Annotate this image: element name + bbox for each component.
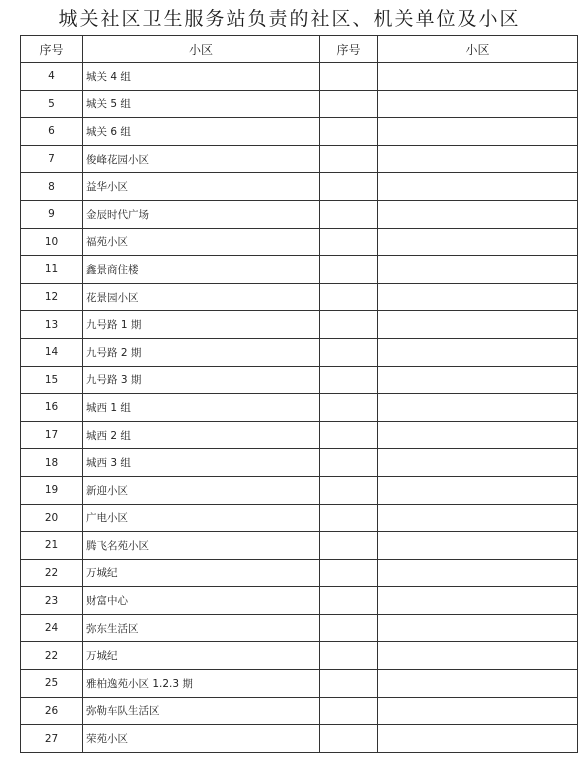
community-name-cell: 弥东生活区 [83, 614, 320, 642]
table-row [21, 504, 578, 532]
community-name-cell: 九号路 1 期 [83, 311, 320, 339]
serial-number-cell: 17 [21, 421, 83, 449]
table-row [21, 559, 578, 587]
serial-number-cell-empty [320, 476, 378, 504]
community-name-cell-empty [378, 366, 578, 394]
community-name-cell: 弥勒车队生活区 [83, 697, 320, 725]
document-title: 城关社区卫生服务站负责的社区、机关单位及小区 [58, 8, 521, 30]
community-name-cell: 万城纪 [83, 559, 320, 587]
community-name-cell: 城关 6 组 [83, 118, 320, 146]
table-row [21, 642, 578, 670]
community-name-cell-empty [378, 311, 578, 339]
serial-number-cell-empty [320, 90, 378, 118]
serial-number-cell-empty [320, 587, 378, 615]
community-name-cell-empty [378, 228, 578, 256]
serial-number-cell-empty [320, 311, 378, 339]
serial-number-cell: 23 [21, 587, 83, 615]
community-name-cell: 腾飞名苑小区 [83, 532, 320, 560]
community-name-cell-empty [378, 145, 578, 173]
serial-number-cell: 8 [21, 173, 83, 201]
table-row [21, 725, 578, 753]
serial-number-cell-empty [320, 421, 378, 449]
serial-number-cell-empty [320, 118, 378, 146]
table-row [21, 697, 578, 725]
serial-number-cell-empty [320, 256, 378, 284]
community-name-cell-empty [378, 670, 578, 698]
header-serial-left: 序号 [21, 36, 83, 63]
serial-number-cell-empty [320, 670, 378, 698]
serial-number-cell: 27 [21, 725, 83, 753]
table-row [21, 532, 578, 560]
table-row [21, 173, 578, 201]
serial-number-cell-empty [320, 532, 378, 560]
community-name-cell: 福苑小区 [83, 228, 320, 256]
community-name-cell: 城西 2 组 [83, 421, 320, 449]
table-row [21, 256, 578, 284]
community-name-cell: 城关 5 组 [83, 90, 320, 118]
community-name-cell-empty [378, 725, 578, 753]
community-name-cell-empty [378, 421, 578, 449]
table-row [21, 394, 578, 422]
community-name-cell-empty [378, 173, 578, 201]
community-name-cell: 财富中心 [83, 587, 320, 615]
community-name-cell: 万城纪 [83, 642, 320, 670]
serial-number-cell-empty [320, 63, 378, 91]
serial-number-cell-empty [320, 394, 378, 422]
serial-number-cell-empty [320, 173, 378, 201]
serial-number-cell: 6 [21, 118, 83, 146]
serial-number-cell-empty [320, 366, 378, 394]
table-row [21, 311, 578, 339]
table-row [21, 228, 578, 256]
community-name-cell: 雅柏逸苑小区 1.2.3 期 [83, 670, 320, 698]
serial-number-cell-empty [320, 504, 378, 532]
community-name-cell-empty [378, 504, 578, 532]
table-row [21, 283, 578, 311]
community-name-cell: 城关 4 组 [83, 63, 320, 91]
table-row [21, 670, 578, 698]
serial-number-cell: 13 [21, 311, 83, 339]
community-name-cell-empty [378, 118, 578, 146]
community-name-cell: 新迎小区 [83, 476, 320, 504]
serial-number-cell: 20 [21, 504, 83, 532]
table-row [21, 476, 578, 504]
table-row [21, 338, 578, 366]
community-name-cell: 荣苑小区 [83, 725, 320, 753]
serial-number-cell: 5 [21, 90, 83, 118]
serial-number-cell: 12 [21, 283, 83, 311]
community-name-cell: 城西 1 组 [83, 394, 320, 422]
community-name-cell-empty [378, 697, 578, 725]
community-name-cell: 俊峰花园小区 [83, 145, 320, 173]
table-row [21, 118, 578, 146]
community-name-cell: 九号路 2 期 [83, 338, 320, 366]
community-name-cell: 九号路 3 期 [83, 366, 320, 394]
community-name-cell-empty [378, 256, 578, 284]
community-name-cell-empty [378, 283, 578, 311]
table-row [21, 145, 578, 173]
serial-number-cell-empty [320, 559, 378, 587]
community-name-cell: 广电小区 [83, 504, 320, 532]
community-name-cell: 城西 3 组 [83, 449, 320, 477]
serial-number-cell: 10 [21, 228, 83, 256]
serial-number-cell-empty [320, 145, 378, 173]
serial-number-cell-empty [320, 228, 378, 256]
community-name-cell-empty [378, 532, 578, 560]
serial-number-cell: 18 [21, 449, 83, 477]
table-header-row [21, 36, 578, 63]
community-table [20, 35, 578, 753]
community-name-cell-empty [378, 90, 578, 118]
serial-number-cell: 11 [21, 256, 83, 284]
serial-number-cell: 21 [21, 532, 83, 560]
community-name-cell-empty [378, 449, 578, 477]
header-serial-right: 序号 [320, 36, 378, 63]
serial-number-cell: 26 [21, 697, 83, 725]
serial-number-cell-empty [320, 283, 378, 311]
community-name-cell: 花景园小区 [83, 283, 320, 311]
serial-number-cell-empty [320, 614, 378, 642]
serial-number-cell: 25 [21, 670, 83, 698]
table-row [21, 449, 578, 477]
table-body [21, 63, 578, 753]
community-name-cell-empty [378, 642, 578, 670]
community-name-cell: 鑫景商住楼 [83, 256, 320, 284]
community-name-cell-empty [378, 559, 578, 587]
table-row [21, 587, 578, 615]
serial-number-cell-empty [320, 725, 378, 753]
table-row [21, 421, 578, 449]
community-name-cell-empty [378, 394, 578, 422]
serial-number-cell: 14 [21, 338, 83, 366]
community-name-cell: 益华小区 [83, 173, 320, 201]
community-name-cell-empty [378, 476, 578, 504]
serial-number-cell: 19 [21, 476, 83, 504]
serial-number-cell: 16 [21, 394, 83, 422]
serial-number-cell-empty [320, 697, 378, 725]
table-row [21, 366, 578, 394]
serial-number-cell-empty [320, 338, 378, 366]
serial-number-cell: 22 [21, 642, 83, 670]
table-row [21, 90, 578, 118]
serial-number-cell: 24 [21, 614, 83, 642]
serial-number-cell: 7 [21, 145, 83, 173]
serial-number-cell-empty [320, 642, 378, 670]
serial-number-cell-empty [320, 200, 378, 228]
serial-number-cell: 4 [21, 63, 83, 91]
community-name-cell-empty [378, 614, 578, 642]
community-name-cell-empty [378, 63, 578, 91]
serial-number-cell: 9 [21, 200, 83, 228]
community-name-cell-empty [378, 200, 578, 228]
table-row [21, 614, 578, 642]
community-name-cell-empty [378, 587, 578, 615]
table-row [21, 200, 578, 228]
serial-number-cell: 22 [21, 559, 83, 587]
serial-number-cell: 15 [21, 366, 83, 394]
serial-number-cell-empty [320, 449, 378, 477]
header-community-right: 小区 [378, 36, 578, 63]
table-row [21, 63, 578, 91]
community-name-cell-empty [378, 338, 578, 366]
community-name-cell: 金辰时代广场 [83, 200, 320, 228]
header-community-left: 小区 [83, 36, 320, 63]
